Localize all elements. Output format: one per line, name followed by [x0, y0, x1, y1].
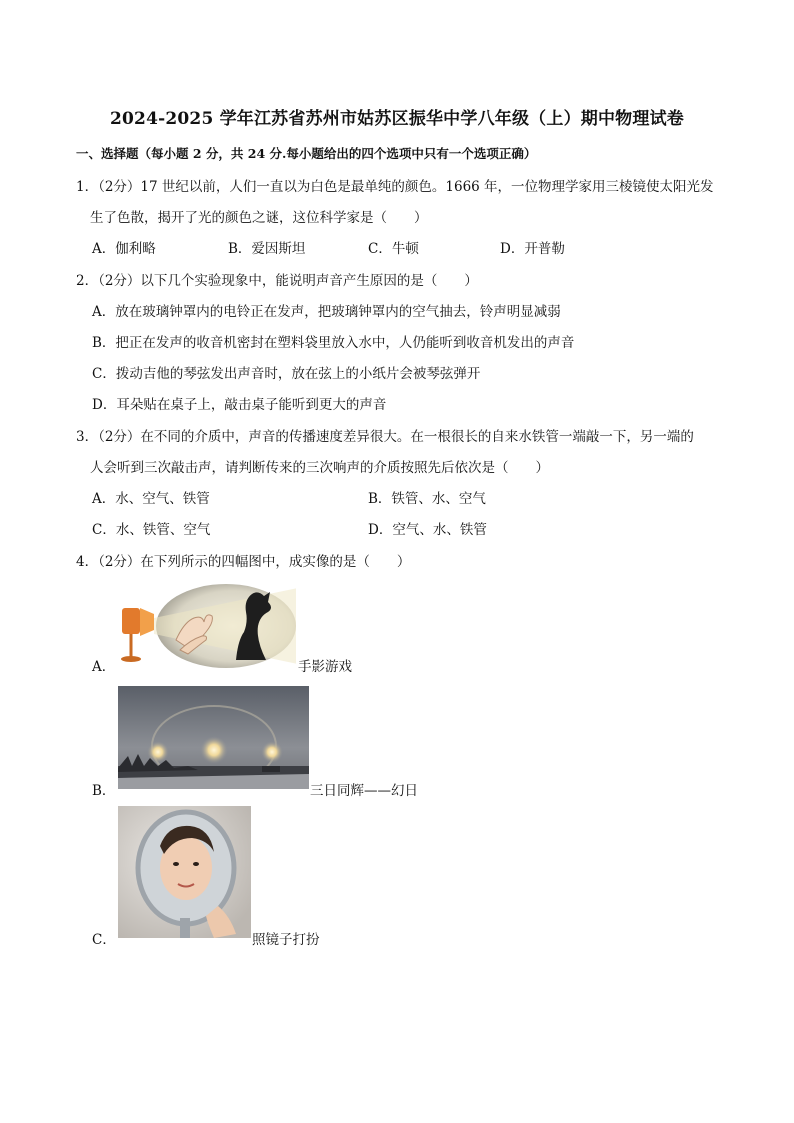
q3-stem-line2: 人会听到三次敲击声，请判断传来的三次响声的介质按照先后依次是（ ）: [90, 460, 549, 476]
q1-stem-line1: 1．（2分）17 世纪以前，人们一直以为白色是最单纯的颜色。1666 年，一位物理学家用三棱镜使太阳光发: [76, 179, 714, 195]
sun-dogs-image: [118, 686, 309, 789]
q4-option-c-caption: 照镜子打扮: [252, 932, 320, 948]
q4-option-a-caption: 手影游戏: [298, 659, 352, 675]
sun-dogs-photo: [118, 686, 309, 789]
q1-option-c: C．牛顿: [368, 241, 419, 257]
q4-option-b-caption: 三日同辉——幻日: [310, 783, 418, 799]
section-heading: 一、选择题（每小题 2 分，共 24 分.每小题给出的四个选项中只有一个选项正确）: [76, 146, 537, 161]
q2-stem: 2．（2分）以下几个实验现象中，能说明声音产生原因的是（ ）: [76, 273, 478, 289]
q3-option-a: A．水、空气、铁管: [92, 491, 210, 507]
q3-option-d: D．空气、水、铁管: [368, 522, 487, 538]
q2-option-d: D．耳朵贴在桌子上，敲击桌子能听到更大的声音: [92, 397, 387, 413]
q2-option-c: C．拨动吉他的琴弦发出声音时，放在弦上的小纸片会被琴弦弹开: [92, 366, 481, 382]
exam-title: 2024-2025 学年江苏省苏州市姑苏区振华中学八年级（上）期中物理试卷: [109, 109, 684, 129]
mirror-image: [118, 806, 251, 938]
q1-option-d: D．开普勒: [500, 241, 565, 257]
q1-option-b: B．爱因斯坦: [228, 241, 306, 257]
q4-option-a-letter: A．: [92, 659, 116, 675]
q4-option-b-letter: B．: [92, 783, 116, 799]
q1-stem-line2: 生了色散，揭开了光的颜色之谜，这位科学家是（ ）: [90, 210, 428, 226]
q4-option-c-letter: C．: [92, 932, 116, 948]
shadow-play-illustration: [118, 582, 296, 670]
q3-stem-line1: 3．（2分）在不同的介质中，声音的传播速度差异很大。在一根很长的自来水铁管一端敲一下，另一端的: [76, 429, 694, 445]
mirror-photo: [118, 806, 251, 938]
q3-option-b: B．铁管、水、空气: [368, 491, 486, 507]
q4-stem: 4．（2分）在下列所示的四幅图中，成实像的是（ ）: [76, 554, 411, 570]
shadow-play-image: [118, 582, 296, 670]
q2-option-a: A．放在玻璃钟罩内的电铃正在发声，把玻璃钟罩内的空气抽去，铃声明显减弱: [92, 304, 561, 320]
q1-option-a: A．伽利略: [92, 241, 156, 257]
q2-option-b: B．把正在发声的收音机密封在塑料袋里放入水中，人仍能听到收音机发出的声音: [92, 335, 575, 351]
q3-option-c: C．水、铁管、空气: [92, 522, 211, 538]
